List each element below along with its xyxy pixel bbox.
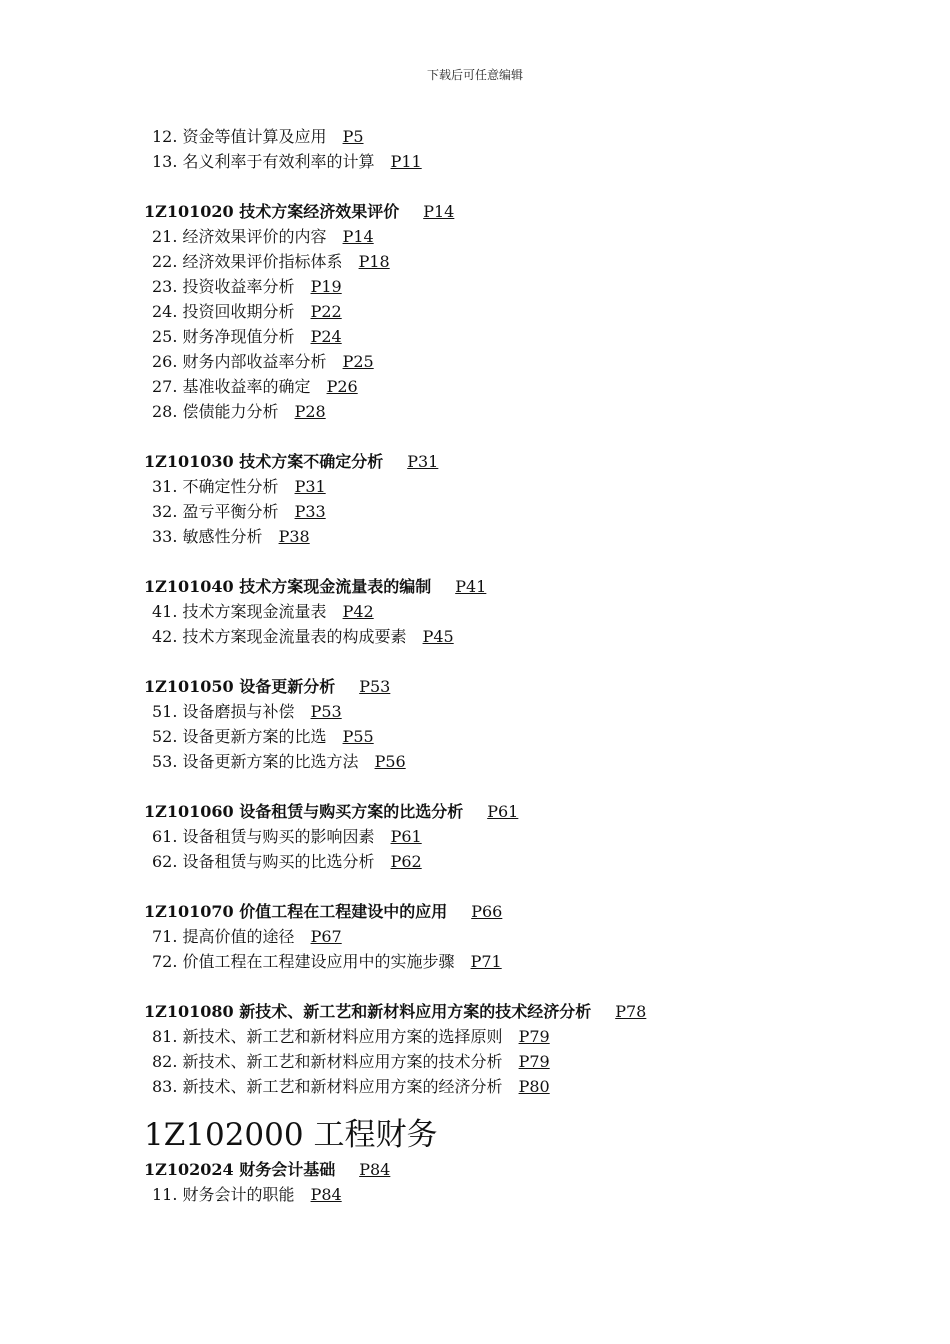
- entry-number: 24.: [152, 302, 178, 321]
- toc-entry: [144, 499, 924, 524]
- entry-number: 11.: [152, 1185, 178, 1204]
- entry-number: 33.: [152, 527, 178, 546]
- entry-number: 22.: [152, 252, 178, 271]
- toc-entry: [144, 949, 924, 974]
- spacer: [144, 649, 924, 674]
- entry-title: 盈亏平衡分析: [182, 502, 279, 521]
- entry-title: 基准收益率的确定: [182, 377, 311, 396]
- entry-title: 技术方案现金流量表的构成要素: [182, 627, 407, 646]
- entry-title: 新技术、新工艺和新材料应用方案的技术分析: [182, 1052, 503, 1071]
- entry-number: 12.: [152, 127, 178, 146]
- page-link[interactable]: P25: [342, 352, 374, 371]
- page-link[interactable]: P14: [423, 202, 455, 221]
- entry-title: 不确定性分析: [182, 477, 279, 496]
- entry-number: 61.: [152, 827, 178, 846]
- toc-entry: [144, 324, 924, 349]
- entry-title: 投资收益率分析: [182, 277, 295, 296]
- page-link[interactable]: P66: [471, 902, 503, 921]
- section-code: 1Z101060: [144, 802, 234, 821]
- page-link[interactable]: P31: [407, 452, 439, 471]
- page-link[interactable]: P79: [518, 1052, 550, 1071]
- entry-number: 23.: [152, 277, 178, 296]
- spacer: [144, 774, 924, 799]
- section-heading: [144, 199, 924, 224]
- entry-title: 经济效果评价的内容: [182, 227, 327, 246]
- toc-entry: [144, 274, 924, 299]
- toc-entry: [144, 699, 924, 724]
- entry-number: 26.: [152, 352, 178, 371]
- toc-entry: [144, 149, 924, 174]
- entry-title: 价值工程在工程建设应用中的实施步骤: [182, 952, 455, 971]
- entry-title: 名义利率于有效利率的计算: [182, 152, 375, 171]
- page-link[interactable]: P5: [342, 127, 364, 146]
- entry-title: 设备更新方案的比选: [182, 727, 327, 746]
- page-link[interactable]: P84: [310, 1185, 342, 1204]
- toc-entry: [144, 924, 924, 949]
- entry-title: 财务会计的职能: [182, 1185, 295, 1204]
- toc-entry: [144, 824, 924, 849]
- chapter-code: 1Z102000: [144, 1117, 304, 1153]
- spacer: [144, 174, 924, 199]
- section-heading: [144, 799, 924, 824]
- page-link[interactable]: P67: [310, 927, 342, 946]
- section-heading: [144, 899, 924, 924]
- page-link[interactable]: P84: [359, 1160, 391, 1179]
- entry-title: 敏感性分析: [182, 527, 263, 546]
- entry-number: 28.: [152, 402, 178, 421]
- page-link[interactable]: P31: [294, 477, 326, 496]
- toc-entry: [144, 1049, 924, 1074]
- toc-entry: [144, 374, 924, 399]
- page-link[interactable]: P24: [310, 327, 342, 346]
- chapter-heading: [144, 1113, 924, 1157]
- section-heading: [144, 674, 924, 699]
- entry-title: 投资回收期分析: [182, 302, 295, 321]
- entry-title: 提高价值的途径: [182, 927, 295, 946]
- section-code: 1Z101030: [144, 452, 234, 471]
- page-link[interactable]: P61: [390, 827, 422, 846]
- toc-entry: [144, 624, 924, 649]
- entry-number: 83.: [152, 1077, 178, 1096]
- section-heading: [144, 449, 924, 474]
- page-link[interactable]: P19: [310, 277, 342, 296]
- page-link[interactable]: P79: [518, 1027, 550, 1046]
- entry-number: 51.: [152, 702, 178, 721]
- entry-number: 81.: [152, 1027, 178, 1046]
- section-title: 技术方案经济效果评价: [239, 202, 400, 221]
- page-link[interactable]: P38: [278, 527, 310, 546]
- toc-entry: [144, 724, 924, 749]
- page-link[interactable]: P53: [359, 677, 391, 696]
- toc-entry: [144, 124, 924, 149]
- spacer: [144, 424, 924, 449]
- entry-number: 42.: [152, 627, 178, 646]
- page-link[interactable]: P53: [310, 702, 342, 721]
- entry-number: 82.: [152, 1052, 178, 1071]
- entry-number: 27.: [152, 377, 178, 396]
- entry-number: 21.: [152, 227, 178, 246]
- toc-entry: [144, 249, 924, 274]
- page-link[interactable]: P45: [422, 627, 454, 646]
- section-code: 1Z101020: [144, 202, 234, 221]
- section-title: 设备租赁与购买方案的比选分析: [239, 802, 464, 821]
- entry-title: 偿债能力分析: [182, 402, 279, 421]
- page-link[interactable]: P33: [294, 502, 326, 521]
- entry-title: 设备磨损与补偿: [182, 702, 295, 721]
- entry-title: 新技术、新工艺和新材料应用方案的经济分析: [182, 1077, 503, 1096]
- entry-title: 技术方案现金流量表: [182, 602, 327, 621]
- entry-title: 设备更新方案的比选方法: [182, 752, 359, 771]
- section-code: 1Z102024: [144, 1160, 234, 1179]
- page-link[interactable]: P18: [358, 252, 390, 271]
- entry-number: 13.: [152, 152, 178, 171]
- entry-title: 资金等值计算及应用: [182, 127, 327, 146]
- spacer: [144, 974, 924, 999]
- toc-entry: [144, 1182, 924, 1207]
- entry-title: 设备租赁与购买的比选分析: [182, 852, 375, 871]
- spacer: [144, 874, 924, 899]
- table-of-contents: [144, 124, 924, 1207]
- page-link[interactable]: P11: [390, 152, 422, 171]
- toc-entry: [144, 349, 924, 374]
- section-title: 技术方案现金流量表的编制: [239, 577, 432, 596]
- toc-entry: [144, 399, 924, 424]
- page-link[interactable]: P26: [326, 377, 358, 396]
- page-header: 下载后可任意编辑: [426, 68, 523, 82]
- section-title: 技术方案不确定分析: [239, 452, 384, 471]
- page-link[interactable]: P22: [310, 302, 342, 321]
- entry-title: 财务内部收益率分析: [182, 352, 327, 371]
- page-link[interactable]: P41: [455, 577, 487, 596]
- toc-entry: [144, 849, 924, 874]
- section-title: 新技术、新工艺和新材料应用方案的技术经济分析: [239, 1002, 592, 1021]
- section-code: 1Z101050: [144, 677, 234, 696]
- section-title: 财务会计基础: [239, 1160, 336, 1179]
- page-link[interactable]: P28: [294, 402, 326, 421]
- entry-number: 72.: [152, 952, 178, 971]
- page-link[interactable]: P62: [390, 852, 422, 871]
- toc-entry: [144, 299, 924, 324]
- entry-number: 62.: [152, 852, 178, 871]
- page-link[interactable]: P80: [518, 1077, 550, 1096]
- toc-entry: [144, 524, 924, 549]
- section-heading: [144, 574, 924, 599]
- page-link[interactable]: P78: [615, 1002, 647, 1021]
- entry-title: 财务净现值分析: [182, 327, 295, 346]
- toc-entry: [144, 1024, 924, 1049]
- entry-title: 经济效果评价指标体系: [182, 252, 343, 271]
- chapter-title: 工程财务: [313, 1117, 438, 1153]
- entry-title: 设备租赁与购买的影响因素: [182, 827, 375, 846]
- toc-entry: [144, 1074, 924, 1099]
- section-title: 设备更新分析: [239, 677, 336, 696]
- section-title: 价值工程在工程建设中的应用: [239, 902, 448, 921]
- section-code: 1Z101080: [144, 1002, 234, 1021]
- entry-number: 25.: [152, 327, 178, 346]
- toc-entry: [144, 599, 924, 624]
- section-heading: [144, 1157, 924, 1182]
- page-link[interactable]: P56: [374, 752, 406, 771]
- section-code: 1Z101070: [144, 902, 234, 921]
- page-link[interactable]: P42: [342, 602, 374, 621]
- entry-number: 52.: [152, 727, 178, 746]
- toc-entry: [144, 474, 924, 499]
- entry-number: 71.: [152, 927, 178, 946]
- entry-number: 31.: [152, 477, 178, 496]
- entry-number: 32.: [152, 502, 178, 521]
- page-link[interactable]: P55: [342, 727, 374, 746]
- section-heading: [144, 999, 924, 1024]
- entry-title: 新技术、新工艺和新材料应用方案的选择原则: [182, 1027, 503, 1046]
- toc-entry: [144, 749, 924, 774]
- spacer: [144, 549, 924, 574]
- section-code: 1Z101040: [144, 577, 234, 596]
- page-link[interactable]: P61: [487, 802, 519, 821]
- page-link[interactable]: P14: [342, 227, 374, 246]
- entry-number: 41.: [152, 602, 178, 621]
- toc-entry: [144, 224, 924, 249]
- entry-number: 53.: [152, 752, 178, 771]
- page-link[interactable]: P71: [470, 952, 502, 971]
